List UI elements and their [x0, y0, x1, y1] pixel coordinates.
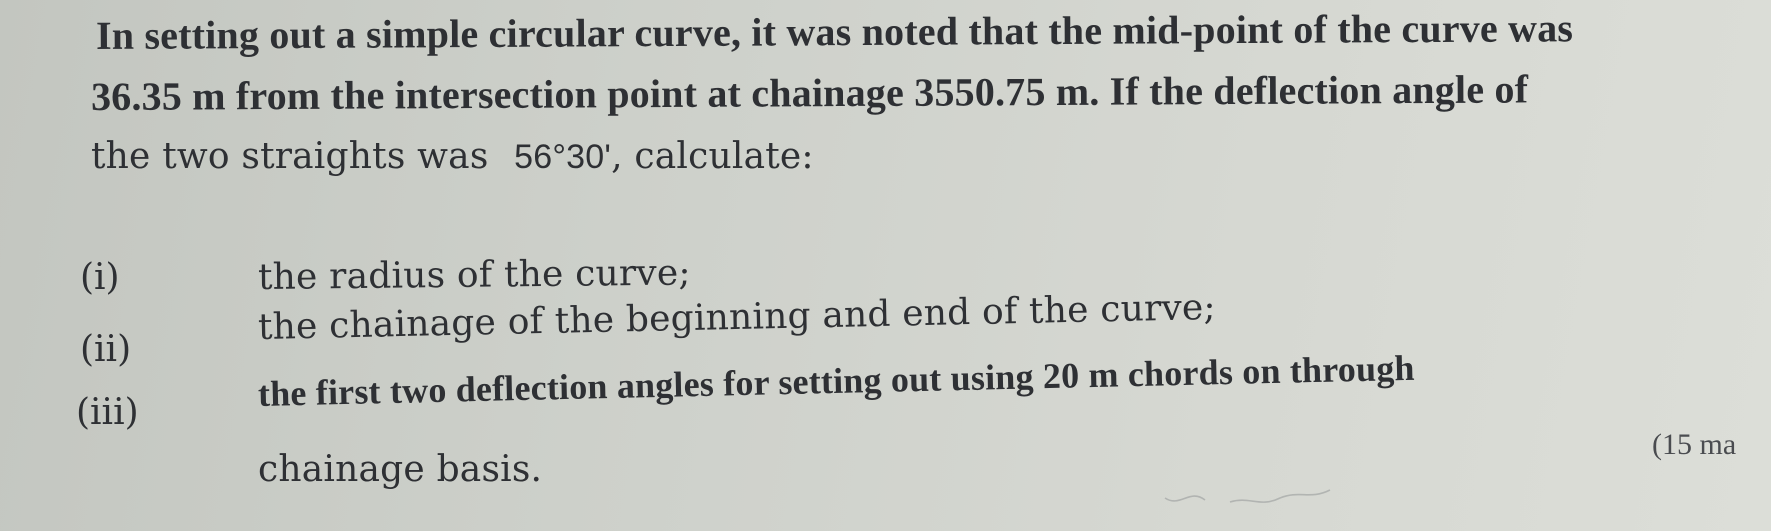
intro-line-3-tail: , calculate: — [611, 136, 814, 177]
part-label-iii: (iii) — [76, 392, 139, 433]
intro-line-3-text: the two straights was — [91, 136, 489, 177]
part-text-iii: the first two deflection angles for setting out using 20 m chords on through — [257, 347, 1416, 414]
pencil-mark — [1160, 478, 1340, 518]
deflection-angle: 56°30' — [514, 138, 612, 176]
part-text-i: the radius of the curve; — [257, 252, 691, 298]
intro-line-3 — [91, 135, 814, 179]
marks-allocation: (15 ma — [1652, 428, 1737, 461]
intro-line-1: In setting out a simple circular curve, it was noted that the mid-point of the curve was — [95, 5, 1574, 58]
intro-line-2: 36.35 m from the intersection point at chainage 3550.75 m. If the deflection angle of — [90, 66, 1529, 119]
part-text-iii-continuation: chainage basis. — [258, 449, 543, 490]
part-label-ii: (ii) — [80, 329, 132, 370]
part-label-i: (i) — [80, 257, 120, 298]
part-text-ii: the chainage of the beginning and end of the curve; — [257, 286, 1217, 348]
